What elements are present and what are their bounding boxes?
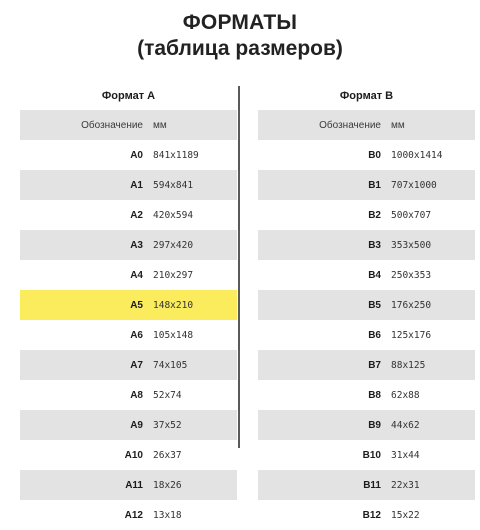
format-size-mm: 297x420 <box>153 239 194 251</box>
format-code: B4 <box>368 269 381 281</box>
format-size-mm: 420x594 <box>153 209 194 221</box>
format-size-mm: 841x1189 <box>153 149 199 161</box>
format-size-mm: мм <box>153 119 167 131</box>
format-size-mm: 210x297 <box>153 269 194 281</box>
format-code: B0 <box>368 149 381 161</box>
format-code: Обозначение <box>81 119 143 131</box>
format-b-table <box>258 82 475 530</box>
format-code: B12 <box>362 509 381 521</box>
table-row <box>258 350 475 380</box>
format-size-mm: 353x500 <box>391 239 432 251</box>
table-row <box>20 380 237 410</box>
format-code: A3 <box>130 239 143 251</box>
format-code: B5 <box>368 299 381 311</box>
format-size-mm: 594x841 <box>153 179 194 191</box>
format-size-mm: 88x125 <box>391 359 426 371</box>
format-a-table <box>20 82 237 530</box>
format-b-rows <box>258 110 475 530</box>
format-code: B2 <box>368 209 381 221</box>
format-b-heading: Формат В <box>339 90 394 102</box>
table-row <box>20 320 237 350</box>
title-main: ФОРМАТЫ <box>182 11 298 34</box>
table-header-row <box>258 110 475 140</box>
format-code: A9 <box>130 419 143 431</box>
table-row <box>20 140 237 170</box>
table-header-row <box>20 110 237 140</box>
format-code: B9 <box>368 419 381 431</box>
format-code: A0 <box>130 149 143 161</box>
table-row <box>20 200 237 230</box>
table-row <box>258 440 475 470</box>
format-size-mm: 15x22 <box>391 509 420 521</box>
format-size-mm: 125x176 <box>391 329 432 341</box>
format-size-mm: 707x1000 <box>391 179 437 191</box>
table-row <box>20 470 237 500</box>
table-row <box>258 410 475 440</box>
format-size-mm: 176x250 <box>391 299 432 311</box>
title-subtitle: (таблица размеров) <box>137 37 343 60</box>
format-code: A11 <box>125 479 143 491</box>
format-code: A6 <box>130 329 143 341</box>
format-size-mm: 22x31 <box>391 479 420 491</box>
table-row <box>20 290 237 320</box>
format-size-mm: 148x210 <box>153 299 194 311</box>
format-code: A2 <box>130 209 143 221</box>
format-size-mm: 44x62 <box>391 419 420 431</box>
table-row <box>258 230 475 260</box>
format-code: A5 <box>130 299 143 311</box>
format-code: B7 <box>368 359 381 371</box>
format-size-mm: 18x26 <box>153 479 182 491</box>
table-row <box>20 230 237 260</box>
format-size-mm: 74x105 <box>153 359 188 371</box>
table-row <box>20 350 237 380</box>
format-code: A8 <box>130 389 143 401</box>
table-row <box>258 470 475 500</box>
format-size-mm: 250x353 <box>391 269 432 281</box>
table-row <box>258 170 475 200</box>
format-code: B8 <box>368 389 381 401</box>
format-size-mm: 52x74 <box>153 389 182 401</box>
table-row <box>258 380 475 410</box>
table-row <box>258 500 475 530</box>
format-size-mm: 13x18 <box>153 509 182 521</box>
format-code: A12 <box>124 509 143 521</box>
format-a-heading: Формат А <box>101 90 156 102</box>
format-code: A7 <box>130 359 143 371</box>
table-row <box>20 500 237 530</box>
format-size-mm: 105x148 <box>153 329 194 341</box>
table-row <box>258 290 475 320</box>
format-code: B6 <box>368 329 381 341</box>
format-code: B3 <box>368 239 381 251</box>
table-row <box>20 170 237 200</box>
format-code: A4 <box>130 269 143 281</box>
format-code: Обозначение <box>319 119 381 131</box>
column-divider <box>238 86 240 448</box>
table-row <box>258 320 475 350</box>
format-a-rows <box>20 110 237 530</box>
table-row <box>20 410 237 440</box>
format-code: B11 <box>363 479 381 491</box>
format-size-mm: 62x88 <box>391 389 420 401</box>
table-row <box>258 200 475 230</box>
table-row <box>258 260 475 290</box>
format-size-mm: 31x44 <box>391 449 420 461</box>
format-code: A1 <box>130 179 143 191</box>
format-size-mm: 500x707 <box>391 209 432 221</box>
format-size-mm: 37x52 <box>153 419 182 431</box>
page-title <box>0 10 480 62</box>
table-row <box>20 260 237 290</box>
format-code: B1 <box>368 179 381 191</box>
table-row <box>20 440 237 470</box>
format-size-mm: 1000x1414 <box>391 149 443 161</box>
format-code: B10 <box>362 449 381 461</box>
table-row <box>258 140 475 170</box>
format-size-mm: 26x37 <box>153 449 182 461</box>
format-code: A10 <box>124 449 143 461</box>
format-size-mm: мм <box>391 119 405 131</box>
